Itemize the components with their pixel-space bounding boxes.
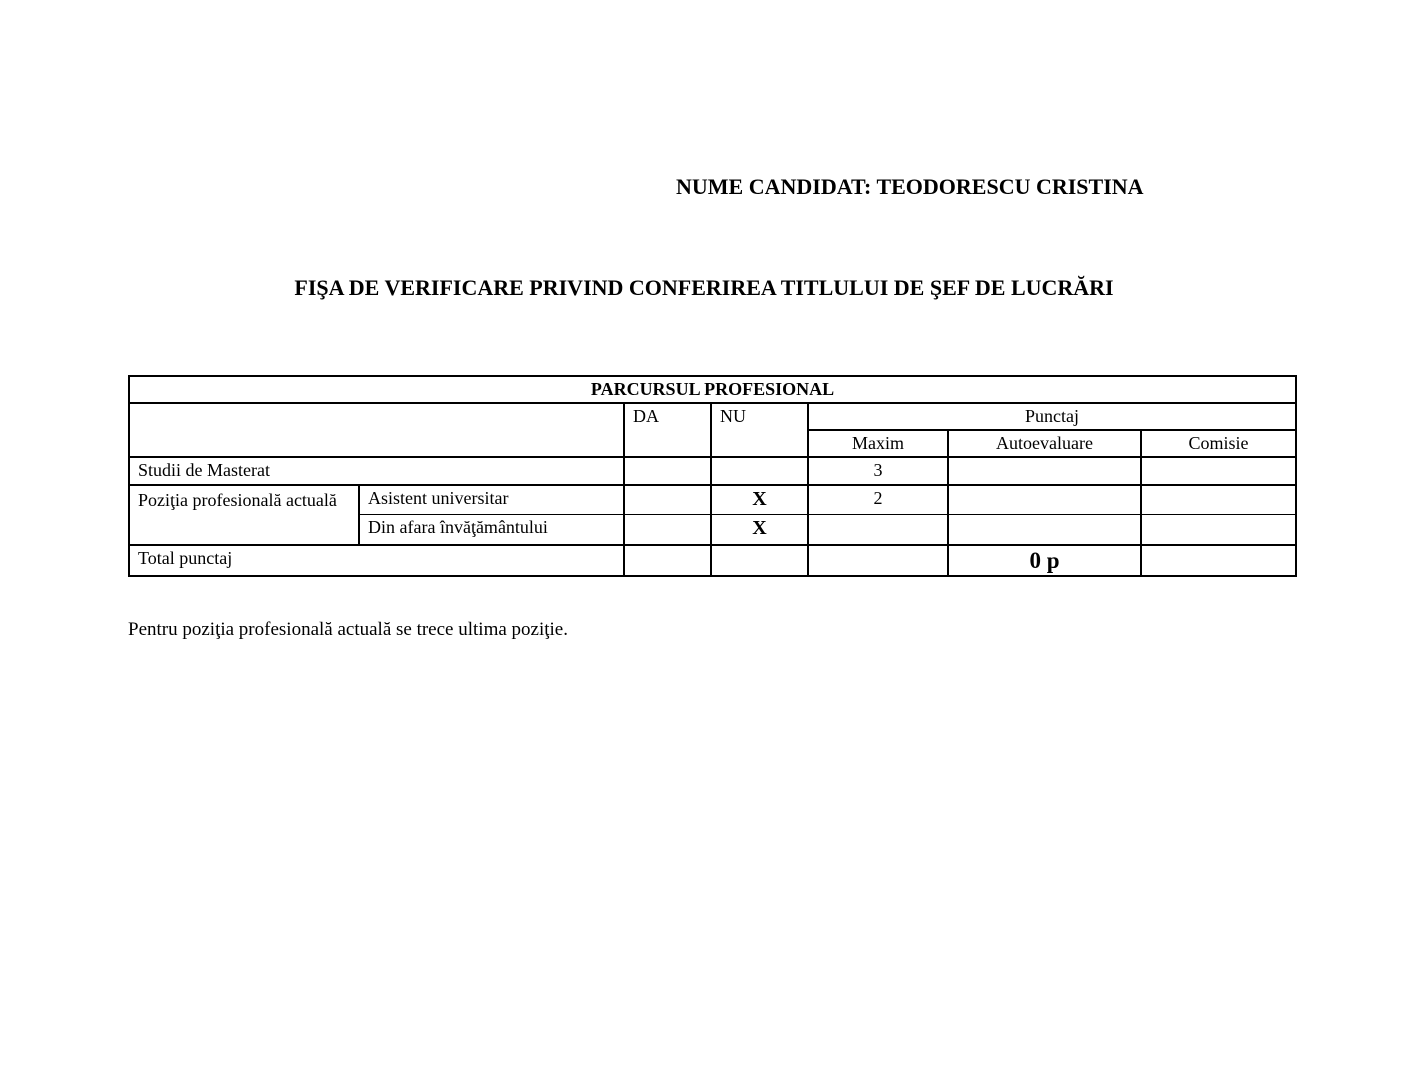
cell-asistent-autoevaluare xyxy=(948,485,1141,515)
table-row-asistent-universitar xyxy=(129,485,1296,515)
row-label-studii-de-masterat: Studii de Masterat xyxy=(129,457,624,485)
candidate-name-line: NUME CANDIDAT: TEODORESCU CRISTINA xyxy=(676,174,1144,199)
cell-asistent-da xyxy=(624,485,711,515)
cell-total-nu xyxy=(711,545,808,576)
cell-studii-comisie xyxy=(1141,457,1296,485)
cell-total-da xyxy=(624,545,711,576)
cell-dinafara-maxim xyxy=(808,515,948,545)
column-header-punctaj: Punctaj xyxy=(808,403,1296,430)
page-title: FIŞA DE VERIFICARE PRIVIND CONFERIREA TITLULUI DE ŞEF DE LUCRĂRI xyxy=(294,275,1114,300)
table-title: PARCURSUL PROFESIONAL xyxy=(129,376,1296,403)
table-row-studii xyxy=(129,457,1296,485)
cell-studii-nu xyxy=(711,457,808,485)
cell-studii-da xyxy=(624,457,711,485)
footnote-text: Pentru poziţia profesională actuală se trece ultima poziţie. xyxy=(128,619,568,640)
table-header-row xyxy=(129,403,1296,430)
cell-asistent-maxim: 2 xyxy=(808,485,948,515)
cell-asistent-comisie xyxy=(1141,485,1296,515)
cell-dinafara-autoevaluare xyxy=(948,515,1141,545)
column-header-comisie: Comisie xyxy=(1141,430,1296,457)
column-header-nu: NU xyxy=(711,403,808,457)
cell-total-maxim xyxy=(808,545,948,576)
row-label-din-afara-invatamantului: Din afara învăţământului xyxy=(359,515,624,545)
column-header-autoevaluare: Autoevaluare xyxy=(948,430,1141,457)
cell-asistent-nu-x-mark: X xyxy=(711,485,808,515)
header-empty-cell xyxy=(129,403,624,457)
table-row-total xyxy=(129,545,1296,576)
row-label-asistent-universitar: Asistent universitar xyxy=(359,485,624,515)
column-header-da: DA xyxy=(624,403,711,457)
cell-total-autoevaluare-value: 0 p xyxy=(948,545,1141,576)
column-header-maxim: Maxim xyxy=(808,430,948,457)
table-title-row xyxy=(129,376,1296,403)
cell-studii-maxim: 3 xyxy=(808,457,948,485)
parcursul-profesional-table xyxy=(128,375,1297,577)
cell-total-comisie xyxy=(1141,545,1296,576)
cell-studii-autoevaluare xyxy=(948,457,1141,485)
cell-dinafara-da xyxy=(624,515,711,545)
cell-dinafara-nu-x-mark: X xyxy=(711,515,808,545)
row-label-total-punctaj: Total punctaj xyxy=(129,545,624,576)
cell-dinafara-comisie xyxy=(1141,515,1296,545)
row-label-pozitia-profesionala: Poziţia profesională actuală xyxy=(129,485,359,545)
